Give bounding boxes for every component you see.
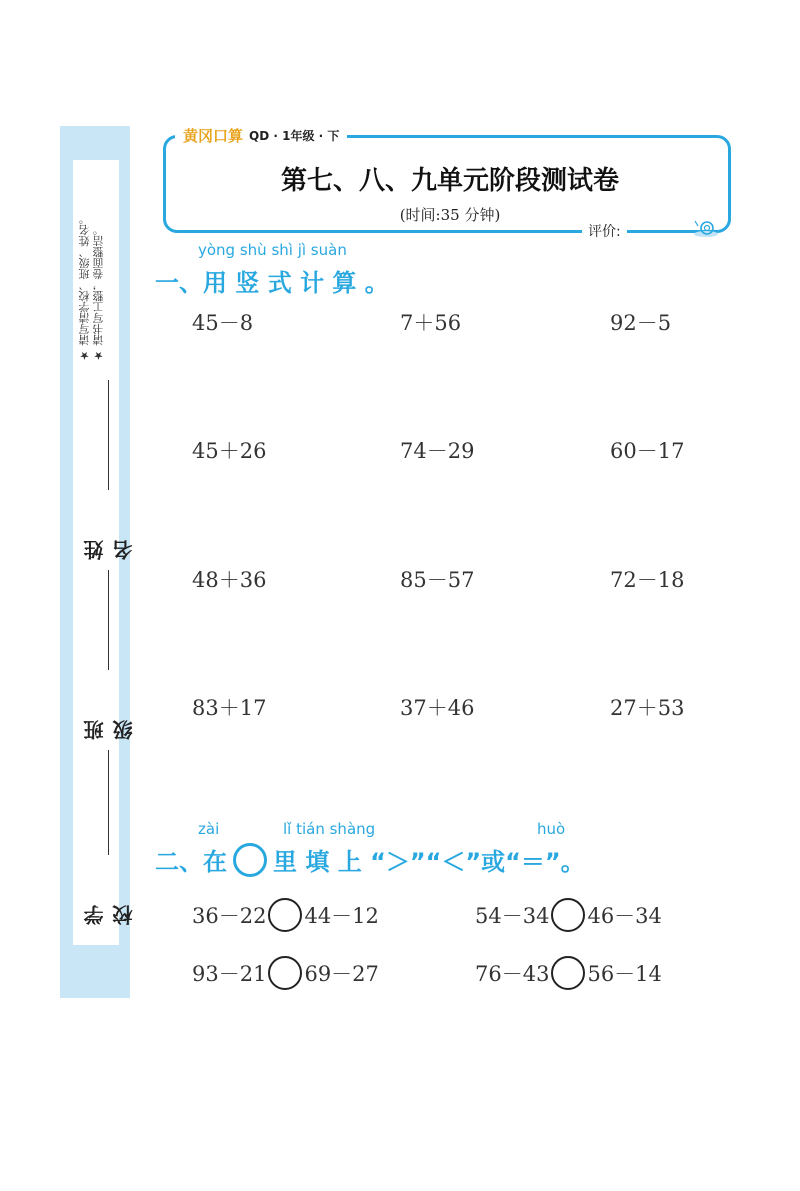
- brand-logo: 黄冈口算: [183, 126, 244, 145]
- circle-icon: [233, 843, 267, 877]
- rating-label: 评价:: [582, 221, 627, 241]
- section2-title-suffix: 里 填 上 “＞”“＜”或“＝”。: [273, 848, 585, 876]
- comparison-left: 93－21: [192, 962, 267, 986]
- answer-circle[interactable]: [551, 956, 585, 990]
- problem: 92－5: [610, 311, 672, 335]
- section2-title-prefix: 二、在: [155, 848, 227, 876]
- problem: 83＋17: [192, 696, 267, 720]
- section1-pinyin: yòng shù shì jì suàn: [198, 241, 347, 259]
- problem: 48＋36: [192, 568, 267, 592]
- problem: 37＋46: [400, 696, 475, 720]
- name-line: [108, 380, 109, 490]
- brand: [175, 126, 347, 144]
- comparison-right: 56－14: [587, 962, 662, 986]
- grade-label: QD · 1年级 · 下: [249, 128, 340, 143]
- section1-title: 一、用 竖 式 计 算 。: [155, 269, 389, 297]
- comparison: [192, 898, 379, 932]
- section2-pinyin-fill: lǐ tián shàng: [283, 820, 376, 838]
- problem: 74－29: [400, 439, 475, 463]
- problem: 27＋53: [610, 696, 685, 720]
- comparison-right: 44－12: [304, 904, 379, 928]
- comparison-left: 36－22: [192, 904, 267, 928]
- problem: 72－18: [610, 568, 685, 592]
- comparison: [475, 956, 662, 990]
- comparison: [192, 956, 379, 990]
- page-title: 第七、八、九单元阶段测试卷: [280, 166, 619, 196]
- snail-icon: [692, 218, 720, 238]
- comparison-left: 76－43: [475, 962, 550, 986]
- comparison-left: 54－34: [475, 904, 550, 928]
- problem: 60－17: [610, 439, 685, 463]
- section2-title: [155, 842, 585, 877]
- school-line: [108, 750, 109, 855]
- section2-pinyin-zai: zài: [198, 820, 220, 838]
- comparison-right: 69－27: [304, 962, 379, 986]
- answer-circle[interactable]: [268, 956, 302, 990]
- problem: 85－57: [400, 568, 475, 592]
- school-label: 学 校: [83, 899, 136, 925]
- problem: 45＋26: [192, 439, 267, 463]
- problem: 45－8: [192, 311, 254, 335]
- answer-circle[interactable]: [551, 898, 585, 932]
- time-limit: (时间:35 分钟): [399, 206, 501, 224]
- problem: 7＋56: [400, 311, 462, 335]
- section2-pinyin-huo: huò: [537, 820, 566, 838]
- name-label: 姓 名: [83, 534, 136, 560]
- instruction-2: ★ 请书写工整，卷面整洁。: [92, 224, 105, 362]
- class-line: [108, 570, 109, 670]
- instruction-1: ★ 请写清学校、班级、姓名。: [78, 213, 91, 362]
- class-label: 班 级: [83, 714, 136, 740]
- answer-circle[interactable]: [268, 898, 302, 932]
- comparison-right: 46－34: [587, 904, 662, 928]
- instructions: [78, 172, 114, 362]
- comparison: [475, 898, 662, 932]
